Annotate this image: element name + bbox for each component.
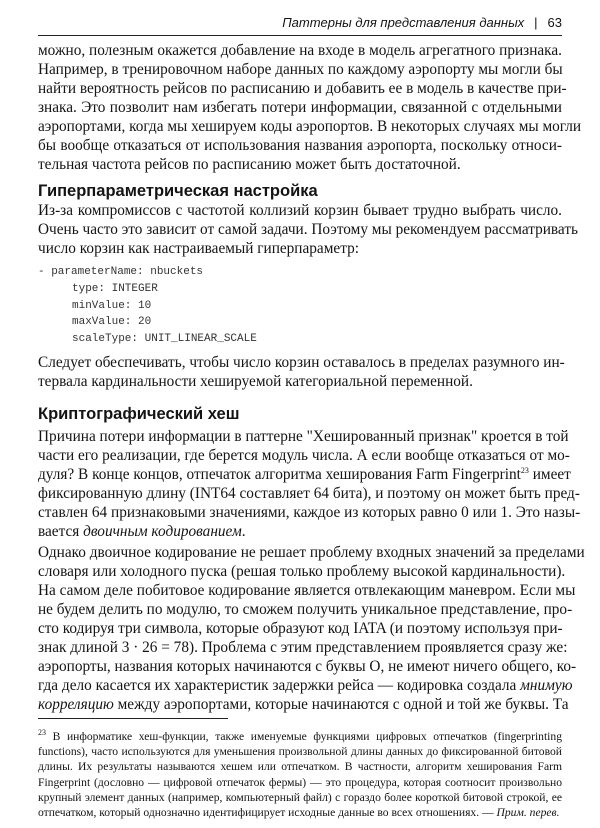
text-segment: гда дело касается их характеристик задержки рейса — кодировка создала	[38, 677, 521, 694]
text-line: functions), часто используются для уменьшения произвольной длины данных до фиксированной битовой	[38, 745, 562, 759]
text-line: фиксированную длину (INT64 составляет 64 бита), и поэтому он может быть пред-	[38, 485, 580, 502]
code-line: type: INTEGER	[72, 282, 158, 295]
emphasis: мнимую	[520, 677, 573, 694]
text-line: найти вероятность рейсов по расписанию и добавить ее в модель в качестве при-	[38, 80, 567, 97]
text-line	[38, 805, 562, 820]
text-line: Очень часто это зависит от самой задачи. Поэтому мы рекомендуем рассматривать	[38, 221, 578, 238]
paragraph-5	[38, 543, 585, 714]
code-line: maxValue: 20	[72, 316, 152, 329]
page-number: 63	[547, 15, 562, 30]
text-line: сто кодируя три символа, которые образуют код IATA (и поэтому используя при-	[38, 620, 563, 637]
text-segment: имеет	[528, 466, 571, 483]
text-line: Однако двоичное кодирование не решает проблему входных значений за пределами	[38, 544, 585, 561]
header-rule	[38, 35, 562, 36]
text-segment: В информатике хеш-функции, также именуемые функциями цифровых отпечатков (fingerprinting	[46, 730, 562, 743]
footnote-rule	[38, 718, 228, 719]
text-segment: дуля? В конце концов, отпечаток алгоритма хеширования Farm Fingerprint	[38, 466, 521, 483]
paragraph-2	[38, 201, 578, 258]
emphasis: Прим. перев.	[496, 805, 560, 819]
text-line	[38, 522, 562, 541]
text-line: Следует обеспечивать, чтобы число корзин оставалось в пределах разумного ин-	[38, 354, 565, 371]
text-line	[38, 676, 573, 695]
emphasis: двоичным кодированием	[83, 523, 242, 540]
text-line: Fingerprint (дословно — цифровой отпечаток фермы) — это процедура, которая соотносит произвольно	[38, 775, 562, 789]
header-separator: |	[534, 15, 538, 30]
text-line: Причина потери информации в паттерне "Хешированный признак" кроется в той	[38, 428, 569, 445]
text-line	[38, 729, 562, 744]
paragraph-1	[38, 41, 582, 174]
footnote-mark: 23	[38, 728, 46, 738]
code-block	[38, 264, 562, 348]
paragraph-4	[38, 427, 581, 541]
text-line: можно, полезным окажется добавление на входе в модель агрегатного признака.	[38, 42, 562, 59]
text-line	[38, 695, 569, 714]
text-line: не будем делить по модулю, то сможем получить уникальное представление, про-	[38, 601, 573, 618]
running-title: Паттерны для представления данных	[282, 15, 525, 30]
text-segment: .	[241, 523, 246, 540]
text-line: тельная частота рейсов по расписанию может быть достаточной.	[38, 156, 461, 173]
emphasis: корреляцию	[38, 696, 114, 713]
section-heading-hyperparameter: Гиперпараметрическая настройка	[38, 182, 318, 200]
paragraph-3	[38, 353, 565, 391]
footnote-ref: 23	[520, 465, 529, 475]
text-segment: вается	[38, 523, 84, 540]
text-segment: между аэропортами, которые начинаются с одной и той же буквы. Та	[113, 696, 569, 713]
text-line: Например, в тренировочном наборе данных по каждому аэропорту мы могли бы	[38, 61, 563, 78]
text-line: ставлен 64 признаковыми значениями, каждое из которых равно 0 или 1. Это назы-	[38, 504, 581, 521]
footnote	[38, 729, 562, 820]
code-line: scaleType: UNIT_LINEAR_SCALE	[72, 333, 257, 346]
running-header	[38, 12, 562, 34]
text-line: тервала кардинальности хешируемой категориальной переменной.	[38, 373, 473, 390]
text-line	[38, 465, 571, 484]
code-line: - parameterName: nbuckets	[38, 266, 204, 278]
text-segment: отпечатком, который однозначно идентифицирует исходные данные во всех отношениях. —	[38, 805, 497, 819]
text-line: знака. Это позволит нам избегать потери информации, связанной с отдельными	[38, 99, 562, 116]
text-line: части его реализации, где берется модуль числа. А если вообще отказаться от мо-	[38, 447, 570, 464]
text-line: аэропортами, когда мы хешируем коды аэропортов. В некоторых случаях мы могли	[38, 118, 582, 135]
text-line: На самом деле побитовое кодирование является отвлекающим маневром. Если мы	[38, 582, 576, 599]
text-line: длины. Их результаты называются хешем или отпечатком. В частности, алгоритм хеширования Farm	[38, 760, 562, 774]
text-line: число корзин как настраиваемый гиперпараметр:	[38, 240, 359, 257]
text-line: словаря или холодного пуска (решая только проблему высокой кардинальности).	[38, 563, 566, 580]
code-line: minValue: 10	[72, 299, 152, 312]
text-line: крупный элемент данных (например, компьютерный файл) с гораздо более короткой битовой строкой, ее	[38, 790, 562, 804]
text-line: аэропорты, названия которых начинаются с буквы О, не имеют ничего общего, ко-	[38, 658, 577, 675]
text-line: Из-за компромиссов с частотой коллизий корзин бывает трудно выбрать число.	[38, 202, 562, 219]
section-heading-crypto-hash: Криптографический хеш	[38, 405, 240, 423]
text-line: знак длиной 3 · 26 = 78). Проблема с этим представлением проявляется сразу же:	[38, 639, 568, 656]
text-line: бы вообще отказаться от использования названия аэропорта, поскольку относи-	[38, 137, 562, 154]
